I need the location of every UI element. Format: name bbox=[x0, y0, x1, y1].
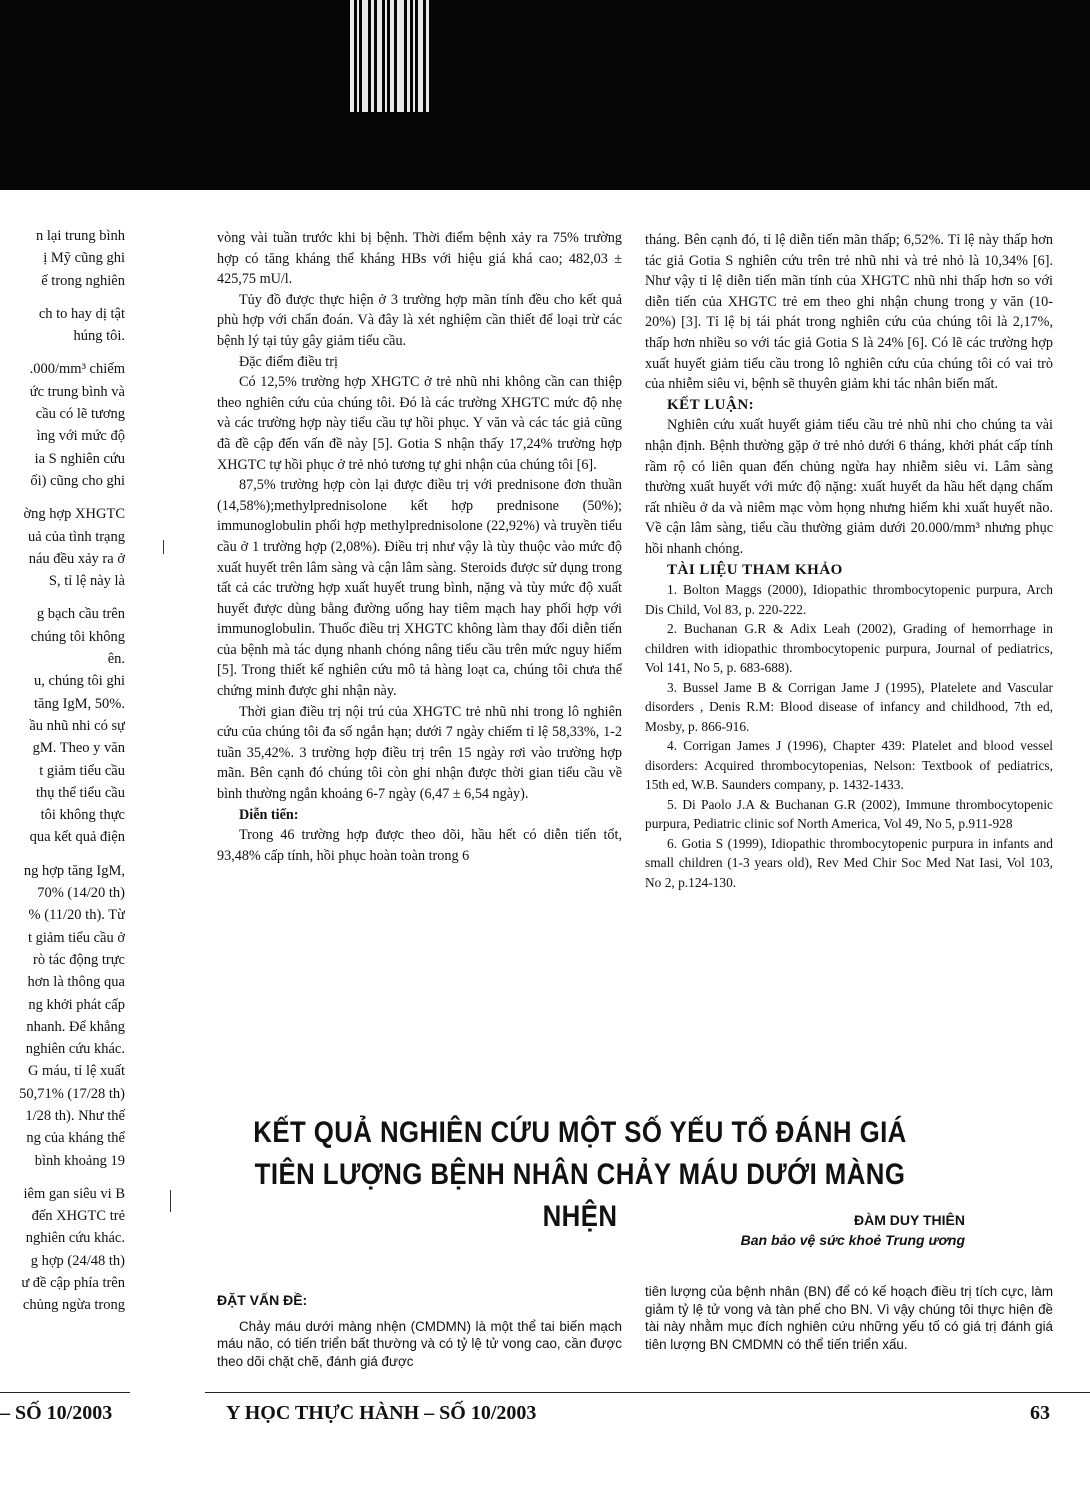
cropped-line: ế trong nghiên bbox=[41, 272, 125, 289]
line-gap bbox=[0, 347, 125, 358]
page-number: 63 bbox=[1030, 1402, 1050, 1424]
author-block bbox=[600, 1210, 965, 1250]
paragraph: Chảy máu dưới màng nhện (CMDMN) là một thể tai biến mạch máu não, có tiến triển bất thường và có tỷ lệ tử vong cao, cần được theo dõi chặt chẽ, đánh giá được bbox=[217, 1318, 622, 1369]
cropped-line: ư đề cập phía trên bbox=[21, 1275, 125, 1292]
cropped-line: thụ thể tiểu cầu bbox=[36, 784, 125, 801]
reference-item: 1. Bolton Maggs (2000), Idiopathic thrombocytopenic purpura, Arch Dis Child, Vol 83, p. 220-222. bbox=[645, 582, 1053, 617]
cropped-line: ờng hợp XHGTC bbox=[23, 506, 125, 523]
references-heading: TÀI LIỆU THAM KHẢO bbox=[667, 561, 843, 578]
reference-item: 5. Di Paolo J.A & Buchanan G.R (2002), Immune thrombocytopenic purpura, Pediatric clinic sof North America, Vol 49, No 5, p.911-928 bbox=[645, 796, 1053, 832]
line-gap bbox=[0, 492, 125, 503]
footer-rule-left bbox=[0, 1392, 130, 1393]
section-heading: KẾT LUẬN: bbox=[667, 396, 755, 413]
cropped-line: hơn là thông qua bbox=[27, 974, 125, 991]
paragraph: vòng vài tuần trước khi bị bệnh. Thời điểm bệnh xảy ra 75% trường hợp có tăng kháng thể kháng HBs với hiệu giá khá cao; 482,03 ± 425,75 mU/l. bbox=[217, 230, 622, 288]
cropped-line: gM. Theo y văn bbox=[32, 740, 125, 757]
cropped-line: ầu nhũ nhi có sự bbox=[29, 717, 125, 734]
cropped-line: iêm gan siêu vi B bbox=[23, 1185, 125, 1202]
cropped-line: 70% (14/20 th) bbox=[37, 885, 125, 902]
author-affiliation: Ban bảo vệ sức khoẻ Trung ương bbox=[740, 1232, 965, 1248]
article-column-left bbox=[217, 1292, 622, 1370]
cropped-line: g hợp (24/48 th) bbox=[30, 1252, 125, 1269]
cropped-line: ìng với mức độ bbox=[36, 428, 125, 445]
cropped-line: ức trung bình và bbox=[29, 383, 125, 400]
cropped-line: t giảm tiểu cầu bbox=[39, 762, 125, 779]
cropped-line: ên. bbox=[107, 651, 125, 668]
footer-running-head: Y HỌC THỰC HÀNH – SỐ 10/2003 bbox=[226, 1402, 537, 1424]
footer-rule bbox=[205, 1392, 1090, 1393]
cropped-line: húng tôi. bbox=[73, 328, 125, 345]
paragraph: tháng. Bên cạnh đó, tỉ lệ diễn tiến mãn thấp; 6,52%. Tỉ lệ này thấp hơn tác giả Gotia S nghiên cứu trên trẻ nhũ nhi và trẻ nhỏ là 10,34% [6]. Như vậy tỉ lệ diễn tiến mãn tính của XHGTC nhũ nhi thấp hơn so với diễn tiến của XHGTC trẻ em theo ghi nhận chung trong y văn (10-20%) [3]. Tỉ lệ bị tái phát trong nghiên cứu của chúng tôi là 2,17%, thấp hơn nhiều so với tác giả Gotia S là 24% [6]. Có lẽ các trường hợp xuất huyết giảm tiểu cầu trong lô nghiên cứu của chúng tôi có vai trò của nhiễm siêu vi, bệnh sẽ thuyên giảm khi tác nhân biến mất. bbox=[645, 232, 1053, 393]
cropped-line: náu đều xảy ra ở bbox=[28, 550, 125, 567]
reference-item: 3. Bussel Jame B & Corrigan Jame J (1995), Platelete and Vascular disorders , Denis R.M: Blood disease of infancy and childhood, 7th ed, Mosby, p. 866-916. bbox=[645, 679, 1053, 734]
paragraph: tiên lượng của bệnh nhân (BN) để có kế hoạch điều trị tích cực, làm giảm tỷ lệ tử vong và tàn phế cho BN. Vì vậy chúng tôi thực hiện đề tài này nhằm mục đích nghiên cứu những yếu tố có giá trị đánh giá tiên lượng BN CMDMN có thể tiến triển xấu. bbox=[645, 1284, 1053, 1352]
scan-dark-band bbox=[0, 0, 1090, 190]
line-gap bbox=[0, 592, 125, 603]
cropped-line: qua kết quả điện bbox=[29, 829, 125, 846]
author-name: ĐÀM DUY THIÊN bbox=[854, 1212, 965, 1228]
cropped-line: nghiên cứu khác. bbox=[25, 1041, 125, 1058]
article-column-right bbox=[645, 1283, 1053, 1353]
cropped-line: G máu, tỉ lệ xuất bbox=[27, 1063, 125, 1080]
paragraph: Trong 46 trường hợp được theo dõi, hầu hết có diễn tiến tốt, 93,48% cấp tính, hồi phục hoàn toàn trong 6 bbox=[217, 827, 622, 864]
cropped-line: cầu có lẽ tương bbox=[35, 406, 125, 423]
cropped-line: n lại trung bình bbox=[35, 228, 125, 244]
left-cropped-column bbox=[0, 225, 125, 1317]
cropped-line: rò tác động trực bbox=[32, 951, 125, 968]
column-right bbox=[645, 230, 1053, 892]
paragraph: 87,5% trường hợp còn lại được điều trị với prednisone đơn thuần (14,58%);methylprednisolone kết hợp prednisone (50%); immunoglobulin phối hợp methylprednisolone (22,92%) và truyền tiểu cầu ở 1 trường hợp (2,08%). Điều trị như vậy là tùy thuộc vào mức độ xuất huyết trên lâm sàng và cận lâm sàng. Steroids được sử dụng trong tất cả các trường hợp xuất huyết trung bình, nặng và tùy mức độ xuất huyết được dùng bằng đường uống hay tiêm mạch hay phối hợp với immunoglobulin. Thuốc điều trị XHGTC không làm thay đổi diễn tiến của bệnh mà tác dụng nhanh chóng nâng tiểu cầu trên mức nguy hiểm [5]. Trong thiết kế nghiên cứu mô tả hàng loạt ca, chúng tôi chưa thể chứng minh được ghi nhận này. bbox=[217, 477, 622, 700]
reference-item: 2. Buchanan G.R & Adix Leah (2002), Grading of hemorrhage in children with idiopathic thrombocytopenic purpura, Journal of pediatrics, Vol 141, No 5, p. 683-688). bbox=[645, 621, 1053, 676]
subheading: Diễn tiến: bbox=[239, 806, 299, 823]
paragraph: Nghiên cứu xuất huyết giảm tiểu cầu trẻ nhũ nhi cho chúng ta vài nhận định. Bệnh thường gặp ở trẻ nhỏ dưới 6 tháng, khởi phát cấp tính rầm rộ có liên quan đến chủng ngừa hay nhiễm siêu vi. Lâm sàng thường xuất huyết với mức độ nặng: xuất huyết da hầu hết dạng chấm rất nhiều ở da và niêm mạc vòm họng nhưng hiếm khi xuất huyết não. Về cận lâm sàng, tiểu cầu thường giảm dưới 20.000/mm³ nhưng phục hồi nhanh chóng. bbox=[645, 417, 1053, 557]
cropped-line: % (11/20 th). Từ bbox=[28, 907, 125, 924]
column-mark bbox=[170, 1190, 171, 1212]
cropped-line: S, tỉ lệ này là bbox=[48, 573, 125, 590]
footer-left-running-head: – SỐ 10/2003 bbox=[0, 1402, 113, 1424]
cropped-line: đến XHGTC trẻ bbox=[31, 1208, 125, 1225]
cropped-line: t giảm tiểu cầu ở bbox=[27, 929, 125, 946]
cropped-line: uả của tình trạng bbox=[27, 528, 125, 545]
reference-list bbox=[645, 580, 1053, 892]
reference-item: 4. Corrigan James J (1996), Chapter 439: Platelet and blood vessel disorders: Acquired thrombocytopenias, Nelson: Textbook of pediatrics, 15th ed, W.B. Saunders company, p. 1432-1433. bbox=[645, 738, 1053, 793]
paragraph: Thời gian điều trị nội trú của XHGTC trẻ nhũ nhi trong lô nghiên cứu của chúng tôi đa số ngắn hạn; dưới 7 ngày chiếm tỉ lệ 58,33%, 1-2 tuần 35,42%. 3 trường hợp điều trị trên 15 ngày rơi vào trường hợp mãn. Bên cạnh đó chúng tôi còn ghi nhận được thời gian tiểu cầu về bình thường ngắn khoảng 6-7 ngày (6,47 ± 6,54 ngày). bbox=[217, 703, 622, 803]
line-gap bbox=[0, 1172, 125, 1183]
paragraph: Tủy đồ được thực hiện ở 3 trường hợp mãn tính đều cho kết quả phù hợp với chẩn đoán. Và đây là xét nghiệm cần thiết để loại trừ các bệnh lý tại tủy gây giảm tiểu cầu. bbox=[217, 291, 622, 349]
cropped-line: ia S nghiên cứu bbox=[34, 450, 125, 467]
cropped-line: .000/mm³ chiếm bbox=[29, 361, 125, 378]
cropped-line: ị Mỹ cũng ghi bbox=[43, 250, 125, 267]
cropped-line: g bạch cầu trên bbox=[36, 606, 125, 623]
line-gap bbox=[0, 292, 125, 303]
column-mark bbox=[163, 540, 164, 554]
column-middle bbox=[217, 228, 622, 866]
cropped-line: u, chúng tôi ghi bbox=[33, 673, 125, 690]
title-line: KẾT QUẢ NGHIÊN CỨU MỘT SỐ YẾU TỐ ĐÁNH GIÁ bbox=[253, 1116, 907, 1149]
cropped-line: ch to hay dị tật bbox=[38, 305, 125, 322]
subheading: Đặc điểm điều trị bbox=[239, 353, 338, 370]
cropped-line: ối) cũng cho ghi bbox=[30, 472, 125, 489]
barcode-mark bbox=[350, 0, 435, 112]
section-heading: ĐẶT VẤN ĐỀ: bbox=[217, 1292, 308, 1308]
title-line: TIÊN LƯỢNG BỆNH NHÂN CHẢY MÁU DƯỚI MÀNG NHỆN bbox=[254, 1158, 906, 1233]
cropped-line: chúng tôi không bbox=[30, 628, 125, 645]
cropped-line: chủng ngừa trong bbox=[22, 1297, 125, 1314]
cropped-line: ng hợp tăng IgM, bbox=[23, 862, 125, 879]
line-gap bbox=[0, 849, 125, 860]
cropped-line: bình khoảng 19 bbox=[34, 1152, 125, 1169]
cropped-line: nghiên cứu khác. bbox=[25, 1230, 125, 1247]
cropped-line: ng của kháng thể bbox=[26, 1130, 125, 1147]
cropped-line: 1/28 th). Như thế bbox=[25, 1107, 125, 1124]
cropped-line: nhanh. Để khẳng bbox=[26, 1018, 125, 1035]
cropped-line: tôi không thực bbox=[40, 807, 125, 824]
paragraph: Có 12,5% trường hợp XHGTC ở trẻ nhũ nhi không cần can thiệp theo nghiên cứu của chúng tôi. Đó là các trường XHGTC mức độ nhẹ và các trường hợp này tiểu cầu tự hồi phục. Y văn và các tác giả cũng đã đề cập đến vấn đề này [5]. Gotia S nhận thấy 17,24% trường hợp XHGTC tự hồi phục ở trẻ nhỏ tương tự ghi nhận của chúng tôi [6]. bbox=[217, 374, 622, 473]
reference-item: 6. Gotia S (1999), Idiopathic thrombocytopenic purpura in infants and small children (1-3 years old), Rev Med Chir Soc Med Nat Iasi, Vol 103, No 2, p.124-130. bbox=[645, 835, 1053, 890]
cropped-line: 50,71% (17/28 th) bbox=[19, 1085, 125, 1102]
cropped-line: tăng IgM, 50%. bbox=[33, 695, 125, 712]
cropped-line: ng khởi phát cấp bbox=[28, 996, 125, 1013]
